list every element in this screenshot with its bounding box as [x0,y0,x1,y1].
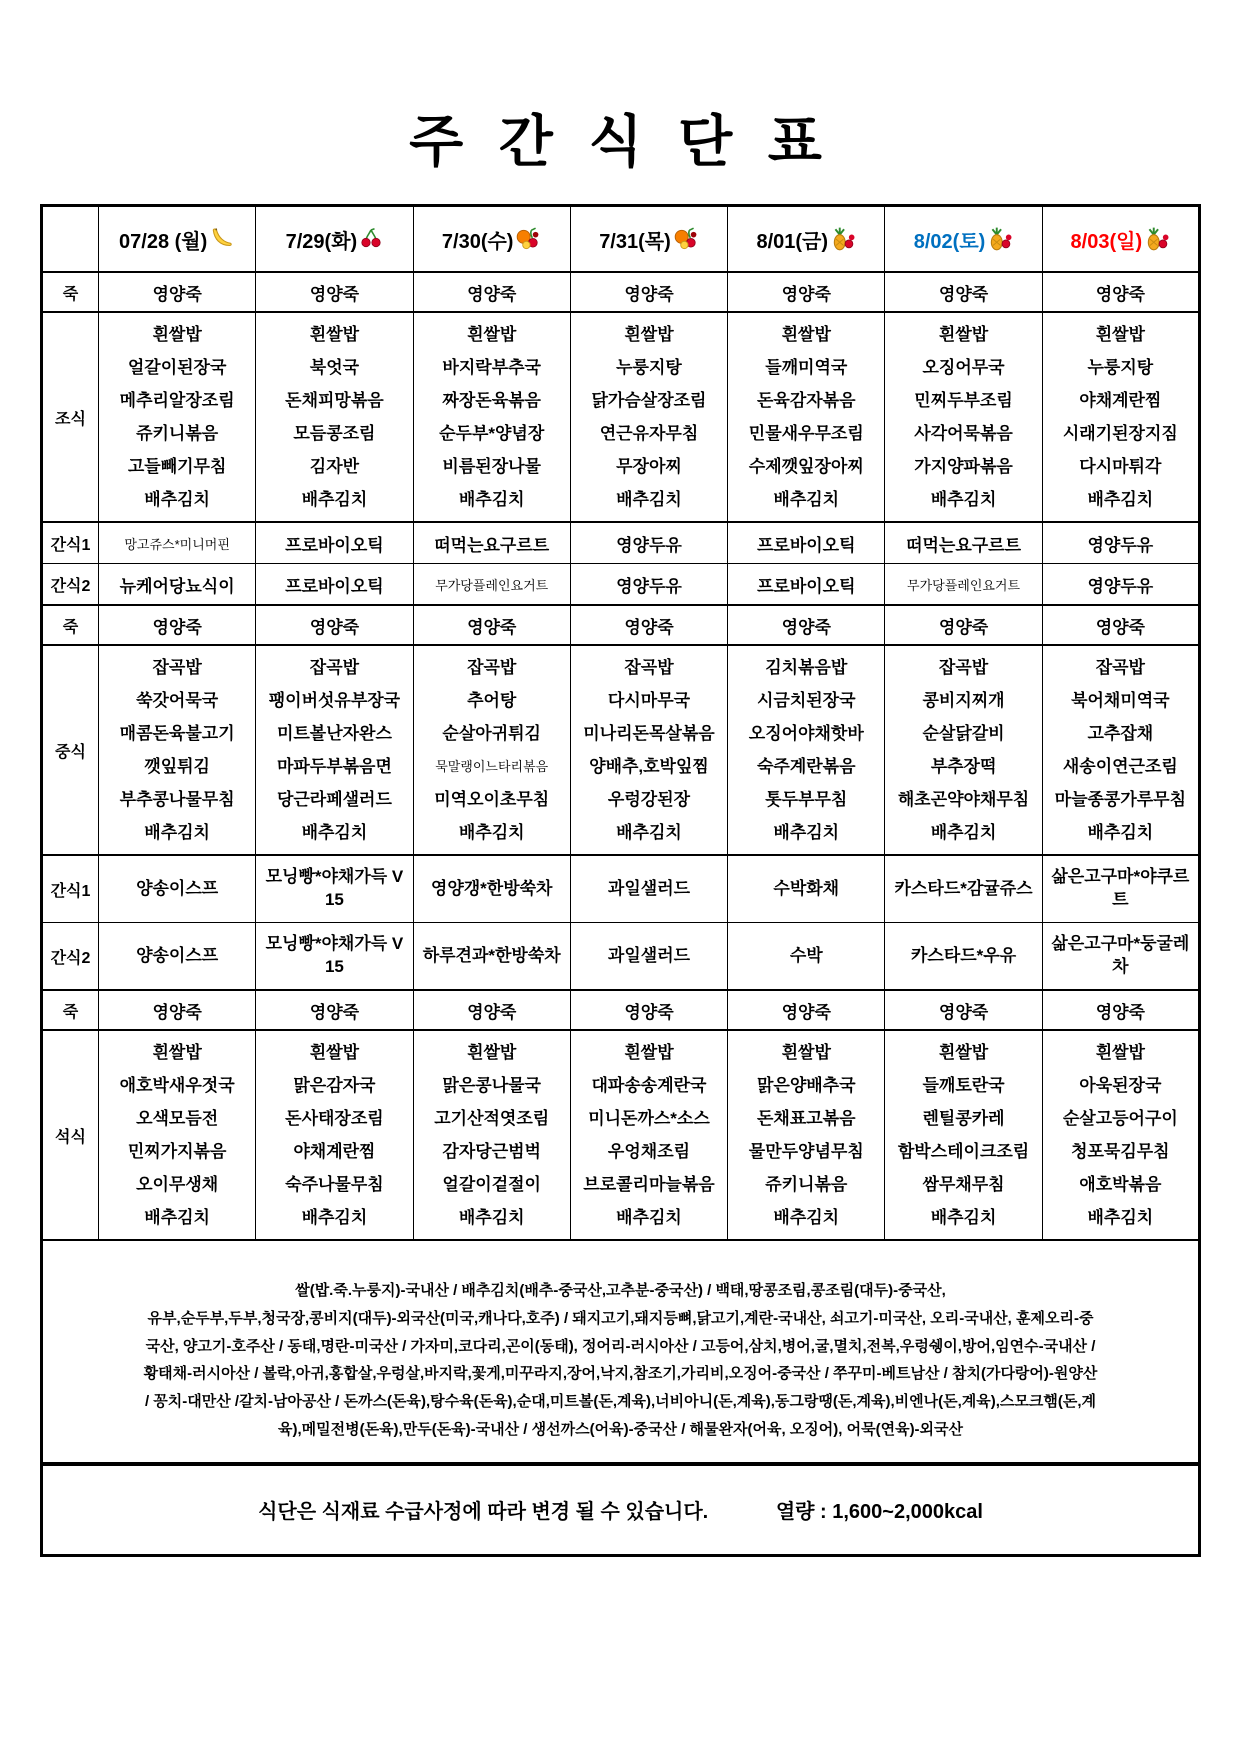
menu-row-1 [42,272,1200,312]
origin-line: 황태채-러시아산 / 볼락,아귀,홍합살,우렁살,바지락,꽃게,미꾸라지,장어,낙지,참조기,가리비,오징어-중국산 / 쭈꾸미-베트남산 / 참치(가다랑어)-원양산 [143,1365,1098,1383]
row-label: 간식1 [42,522,99,564]
menu-item: 들깨토란국 [922,1076,1005,1095]
menu-cell: 영양죽 [99,990,256,1030]
menu-item: 잡곡밥 [624,658,674,677]
menu-item: 배추김치 [930,490,997,509]
menu-row-5 [42,605,1200,645]
menu-item: 우엉채조림 [607,1142,691,1161]
menu-item: 비름된장나물 [442,457,541,476]
menu-cell: 영양죽 [413,990,570,1030]
menu-item: 숙주계란볶음 [756,757,856,776]
menu-cell: 뉴케어당뇨식이 [99,564,256,606]
menu-item: 수제깻잎장아찌 [748,457,864,476]
menu-item: 쌈무채무침 [922,1175,1005,1194]
menu-item: 배추김치 [144,490,210,509]
menu-item: 무장아찌 [616,457,682,476]
menu-item: 순살아귀튀김 [442,724,541,743]
menu-item: 미역오이초무침 [434,790,550,809]
menu-cell [413,1030,570,1240]
menu-item: 배추김치 [616,490,682,509]
menu-item: 잡곡밥 [309,658,360,677]
menu-item: 순살닭갈비 [922,724,1005,743]
menu-cell: 프로바이오틱 [256,522,413,564]
menu-cell [1042,312,1199,522]
row-label: 죽 [42,605,99,645]
menu-cell: 모닝빵*야채가득 V15 [256,855,413,923]
menu-item: 북어채미역국 [1071,691,1170,710]
menu-cell [413,645,570,855]
menu-item: 콩비지찌개 [922,691,1005,710]
menu-item: 마늘종콩가루무침 [1054,790,1187,809]
menu-item: 대파송송계란국 [591,1076,707,1095]
menu-row-2 [42,312,1200,522]
menu-cell: 영양죽 [1042,605,1199,645]
menu-cell: 과일샐러드 [570,923,727,991]
day-date: 8/02(토) [913,230,986,253]
menu-cell [1042,645,1199,855]
menu-cell: 영양죽 [1042,272,1199,312]
menu-cell: 영양죽 [1042,990,1199,1030]
menu-item: 배추김치 [930,823,997,842]
origin-line: 국산, 양고기-호주산 / 동태,명란-미국산 / 가자미,코다리,곤이(동태), 정어리-러시아산 / 고등어,삼치,병어,굴,멸치,전복,우렁쉥이,방어,임연수-국내산 / [145,1337,1096,1355]
menu-item: 배추김치 [458,490,525,509]
menu-cell: 망고쥬스*미니머핀 [99,522,256,564]
menu-cell: 영양죽 [885,605,1042,645]
menu-row-7 [42,855,1200,923]
menu-item: 흰쌀밥 [152,1043,202,1062]
day-header-5 [728,206,885,273]
menu-cell [885,1030,1042,1240]
menu-item: 아욱된장국 [1079,1076,1162,1095]
menu-item: 배추김치 [773,823,840,842]
menu-item: 배추김치 [301,490,368,509]
row-label: 간식2 [42,923,99,991]
menu-cell [99,312,256,522]
menu-item: 흰쌀밥 [781,1043,831,1062]
menu-item: 맑은감자국 [293,1076,376,1095]
menu-cell [570,312,727,522]
menu-cell [728,645,885,855]
menu-item: 모듬콩조림 [293,424,376,443]
menu-item: 오이무생채 [136,1175,219,1194]
menu-cell: 영양죽 [885,990,1042,1030]
menu-item: 쑥갓어묵국 [136,691,219,710]
origin-line: 쌀(밥.죽.누룽지)-국내산 / 배추김치(배추-중국산,고추분-중국산) / 백태,땅콩조림,콩조림(대두)-중국산, [295,1282,946,1299]
menu-item: 미트볼난자완스 [276,724,392,743]
menu-item: 흰쌀밥 [1095,325,1145,344]
menu-item: 돈육감자볶음 [756,391,856,410]
menu-cell: 영양죽 [256,605,413,645]
menu-item: 민물새우무조림 [748,424,864,443]
row-label: 죽 [42,990,99,1030]
menu-cell: 영양죽 [570,605,727,645]
menu-item: 해초곤약야채무침 [897,790,1030,809]
origin-line: / 꽁치-대만산 /갈치-남아공산 / 돈까스(돈육),탕수육(돈육),순대,미트볼(돈,계육),너비아니(돈,계육),동그랑땡(돈,계육),비엔나(돈,계육),스모크햄(돈,계 [144,1393,1097,1410]
menu-item: 흰쌀밥 [309,325,360,344]
menu-item: 잡곡밥 [1095,658,1145,677]
menu-cell: 영양죽 [413,272,570,312]
menu-cell: 카스타드*우유 [885,923,1042,991]
menu-item: 흰쌀밥 [938,1043,989,1062]
origin-line: 육),메밀전병(돈육),만두(돈육)-국내산 / 생선까스(어육)-중국산 / 해물완자(어육, 오징어), 어묵(연육)-외국산 [277,1420,964,1438]
day-header-2 [256,206,413,273]
menu-item: 흰쌀밥 [467,325,517,344]
day-date: 07/28 (월) [119,230,208,253]
menu-item: 배추김치 [616,1208,682,1227]
menu-cell: 영양두유 [570,564,727,606]
day-date: 8/01(금) [756,230,829,253]
menu-cell: 영양갱*한방쑥차 [413,855,570,923]
menu-item: 배추김치 [616,823,682,842]
origin-info-row [42,1240,1200,1464]
menu-item: 순두부*양념장 [439,424,545,443]
row-label: 간식2 [42,564,99,606]
menu-row-9 [42,990,1200,1030]
menu-cell: 양송이스프 [99,855,256,923]
menu-item: 배추김치 [458,823,525,842]
banana-icon [209,226,235,252]
menu-cell: 영양죽 [99,605,256,645]
menu-cell: 양송이스프 [99,923,256,991]
menu-item: 짜장돈육볶음 [442,391,541,410]
menu-item: 메추리알장조림 [119,391,235,410]
menu-cell: 영양죽 [885,272,1042,312]
menu-item: 톳두부무침 [765,790,848,809]
day-date: 7/30(수) [441,230,514,253]
menu-item: 다시마튀각 [1079,457,1162,476]
menu-item: 양배추,호박잎찜 [589,757,709,776]
menu-item: 흰쌀밥 [624,325,674,344]
menu-item: 야채계란찜 [293,1142,376,1161]
menu-item: 들깨미역국 [765,358,848,377]
menu-cell [99,1030,256,1240]
menu-item: 김치볶음밥 [765,658,848,677]
menu-cell: 영양두유 [1042,564,1199,606]
menu-item: 다시마무국 [607,691,691,710]
menu-item: 배추김치 [930,1208,997,1227]
pineapple-cherries-icon [1144,226,1170,252]
menu-item: 사각어묵볶음 [914,424,1013,443]
menu-table [40,204,1201,1557]
menu-item: 야채계란찜 [1079,391,1162,410]
menu-item: 맑은콩나물국 [442,1076,541,1095]
menu-item: 시래기된장지짐 [1062,424,1178,443]
menu-item: 오색모듬전 [136,1109,219,1128]
menu-item: 배추김치 [1087,1208,1154,1227]
menu-cell: 무가당플레인요거트 [885,564,1042,606]
menu-cell [728,312,885,522]
menu-item: 고기산적엿조림 [434,1109,550,1128]
menu-item: 애호박새우젓국 [119,1076,235,1095]
menu-item: 잡곡밥 [938,658,989,677]
menu-item: 흰쌀밥 [467,1043,517,1062]
menu-item: 함박스테이크조림 [897,1142,1030,1161]
menu-item: 김자반 [309,457,360,476]
menu-item: 누룽지탕 [1087,358,1154,377]
menu-item: 누룽지탕 [616,358,682,377]
menu-cell: 프로바이오틱 [256,564,413,606]
menu-item: 배추김치 [1087,823,1154,842]
menu-item: 배추김치 [458,1208,525,1227]
menu-row-3 [42,522,1200,564]
menu-item: 배추김치 [301,823,368,842]
menu-item: 미니돈까스*소스 [588,1109,710,1128]
fruit-mix-icon [673,226,699,252]
menu-item: 돈채피망볶음 [285,391,384,410]
origin-info [42,1240,1200,1464]
day-date: 8/03(일) [1070,230,1143,253]
menu-cell: 영양죽 [728,605,885,645]
menu-item: 오징어무국 [922,358,1005,377]
menu-item: 배추김치 [773,490,840,509]
row-label: 조식 [42,312,99,522]
menu-cell [1042,1030,1199,1240]
menu-item: 시금치된장국 [756,691,856,710]
menu-cell: 영양죽 [570,990,727,1030]
menu-item: 민찌두부조림 [914,391,1013,410]
menu-item: 배추김치 [144,1208,210,1227]
menu-item: 물만두양념무침 [748,1142,864,1161]
menu-cell: 영양죽 [256,272,413,312]
menu-item: 연근유자무침 [599,424,699,443]
menu-item: 잡곡밥 [152,658,202,677]
menu-cell: 영양죽 [413,605,570,645]
menu-cell [885,645,1042,855]
menu-item: 배추김치 [144,823,210,842]
menu-item: 흰쌀밥 [309,1043,360,1062]
notice-bar [42,1464,1200,1556]
menu-item: 마파두부볶음면 [276,757,392,776]
menu-cell: 영양죽 [99,272,256,312]
menu-item: 미나리돈목살볶음 [583,724,715,743]
menu-cell: 떠먹는요구르트 [413,522,570,564]
menu-item: 깻잎튀김 [144,757,210,776]
day-date: 7/31(목) [599,230,671,253]
menu-item: 돈채표고볶음 [756,1109,856,1128]
menu-item: 바지락부추국 [442,358,541,377]
menu-item: 얼갈이겉절이 [442,1175,541,1194]
menu-cell: 카스타드*감귤쥬스 [885,855,1042,923]
notice-text: 식단은 식재료 수급사정에 따라 변경 될 수 있습니다. [258,1501,709,1523]
menu-cell: 떠먹는요구르트 [885,522,1042,564]
menu-cell: 영양죽 [256,990,413,1030]
menu-item: 감자당근범벅 [442,1142,541,1161]
menu-cell: 삶은고구마*야쿠르트 [1042,855,1199,923]
day-header-6 [885,206,1042,273]
day-header-7 [1042,206,1199,273]
menu-item: 애호박볶음 [1079,1175,1162,1194]
menu-item: 흰쌀밥 [938,325,989,344]
menu-cell: 영양두유 [570,522,727,564]
menu-cell [256,645,413,855]
menu-item: 매콤돈육불고기 [119,724,235,743]
menu-item: 브로콜리마늘볶음 [583,1175,715,1194]
day-header-1 [99,206,256,273]
menu-cell: 무가당플레인요거트 [413,564,570,606]
fruit-mix-icon [515,226,541,252]
calories-text: 열량 : 1,600~2,000kcal [775,1501,983,1523]
day-date: 7/29(화) [285,230,358,253]
menu-cell: 프로바이오틱 [728,564,885,606]
menu-item: 배추김치 [773,1208,840,1227]
menu-cell [728,1030,885,1240]
menu-cell [885,312,1042,522]
menu-item: 당근라페샐러드 [276,790,392,809]
menu-cell [570,645,727,855]
menu-item: 고추잡채 [1087,724,1154,743]
menu-cell: 하루견과*한방쑥차 [413,923,570,991]
menu-item: 배추김치 [1087,490,1154,509]
menu-item: 팽이버섯유부장국 [268,691,401,710]
menu-item: 흰쌀밥 [781,325,831,344]
menu-item: 흰쌀밥 [624,1043,674,1062]
menu-item: 묵말랭이느타리볶음 [435,759,549,774]
menu-item: 순살고등어구이 [1062,1109,1178,1128]
day-header-3 [413,206,570,273]
menu-cell: 영양죽 [728,990,885,1030]
menu-row-10 [42,1030,1200,1240]
menu-item: 맑은양배추국 [756,1076,856,1095]
menu-cell [256,312,413,522]
corner-cell [42,206,99,273]
menu-cell: 영양죽 [570,272,727,312]
menu-item: 쥬키니볶음 [765,1175,848,1194]
menu-item: 닭가슴살장조림 [591,391,707,410]
date-header-row [42,206,1200,273]
menu-item: 돈사태장조림 [285,1109,384,1128]
menu-cell: 모닝빵*야채가득 V15 [256,923,413,991]
menu-cell: 삶은고구마*둥굴레차 [1042,923,1199,991]
menu-item: 오징어야채핫바 [748,724,864,743]
menu-item: 부추콩나물무침 [119,790,235,809]
menu-cell [256,1030,413,1240]
menu-item: 흰쌀밥 [152,325,202,344]
row-label: 죽 [42,272,99,312]
menu-row-8 [42,923,1200,991]
notice-row [42,1464,1200,1556]
menu-cell: 수박 [728,923,885,991]
menu-cell: 수박화채 [728,855,885,923]
menu-cell: 영양두유 [1042,522,1199,564]
day-header-4 [570,206,727,273]
menu-item: 숙주나물무침 [285,1175,384,1194]
menu-item: 가지양파볶음 [914,457,1013,476]
menu-item: 쥬키니볶음 [136,424,219,443]
menu-item: 잡곡밥 [467,658,517,677]
menu-item: 렌틸콩카레 [922,1109,1005,1128]
row-label: 간식1 [42,855,99,923]
menu-item: 청포묵김무침 [1071,1142,1170,1161]
menu-cell: 프로바이오틱 [728,522,885,564]
menu-row-4 [42,564,1200,606]
row-label: 석식 [42,1030,99,1240]
menu-cell: 과일샐러드 [570,855,727,923]
menu-item: 고들빼기무침 [127,457,227,476]
pineapple-cherries-icon [987,226,1013,252]
menu-item: 북엇국 [309,358,360,377]
menu-item: 민찌가지볶음 [127,1142,227,1161]
menu-item: 배추김치 [301,1208,368,1227]
menu-item: 부추장떡 [930,757,997,776]
menu-cell [570,1030,727,1240]
menu-item: 새송이연근조림 [1062,757,1178,776]
page-title: 주 간 식 단 표 [409,110,832,173]
menu-item: 얼갈이된장국 [127,358,227,377]
row-label: 중식 [42,645,99,855]
cherries-icon [359,227,383,251]
menu-item: 흰쌀밥 [1095,1043,1145,1062]
menu-item: 우렁강된장 [607,790,691,809]
menu-cell: 영양죽 [728,272,885,312]
origin-line: 유부,순두부,두부,청국장,콩비지(대두)-외국산(미국,캐나다,호주) / 돼지고기,돼지등뼈,닭고기,계란-국내산, 쇠고기-미국산, 오리-국내산, 훈제오리-중 [147,1309,1094,1327]
menu-item: 추어탕 [467,691,517,710]
menu-cell [413,312,570,522]
pineapple-cherries-icon [830,226,856,252]
menu-cell [99,645,256,855]
menu-row-6 [42,645,1200,855]
